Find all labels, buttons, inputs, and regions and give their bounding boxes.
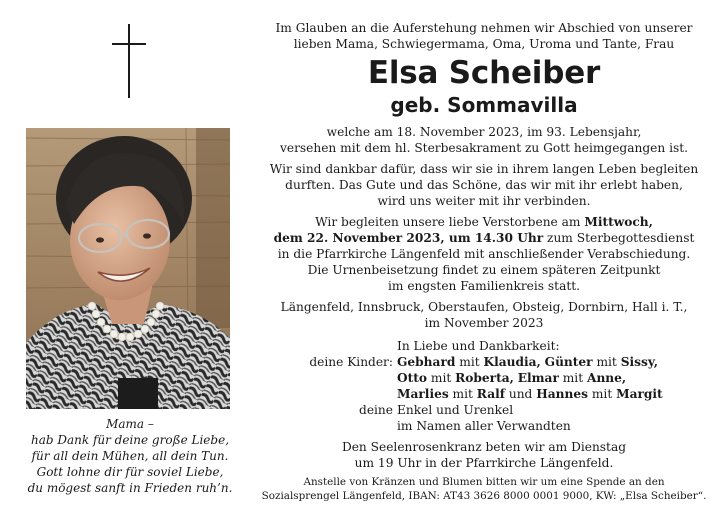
mourners-heading: In Liebe und Dankbarkeit: — [397, 339, 560, 353]
death-line: versehen mit dem hl. Sterbesakrament zu Gott heimgegangen ist. — [279, 141, 689, 155]
poem-line: Gott lohne dir für soviel Liebe, — [36, 465, 224, 479]
portrait-photo — [26, 128, 230, 409]
thanks-line: Wir sind dankbar dafür, dass wir sie in ihrem langen Leben begleiten — [269, 162, 699, 176]
poem-line: für all dein Mühen, all dein Tun. — [31, 449, 229, 463]
poem-line: Mama – — [106, 417, 154, 431]
funeral-line: im engsten Familienkreis statt. — [387, 279, 581, 293]
funeral-line: dem 22. November 2023, um 14.30 Uhr zum Sterbegottesdienst — [273, 231, 695, 245]
donation-line: Sozialsprengel Längenfeld, IBAN: AT43 3626 8000 0001 9000, KW: „Elsa Scheiber“. — [261, 490, 707, 502]
donation-line: Anstelle von Kränzen und Blumen bitten wir um eine Spende an den — [303, 476, 665, 488]
funeral-line: in die Pfarrkirche Längenfeld mit anschließender Verabschiedung. — [277, 247, 691, 261]
children-line: Gebhard mit Klaudia, Günter mit Sissy, — [397, 355, 659, 369]
date-line: im November 2023 — [424, 316, 544, 330]
mourners-list — [258, 338, 710, 434]
memorial-poem — [16, 416, 244, 496]
relatives-line: im Namen aller Verwandten — [397, 419, 571, 433]
rosary-line: um 19 Uhr in der Pfarrkirche Längenfeld. — [354, 456, 614, 470]
poem-line: du mögest sanft in Frieden ruh’n. — [27, 481, 233, 495]
children-label: deine Kinder: — [309, 355, 393, 369]
children-line: Otto mit Roberta, Elmar mit Anne, — [397, 371, 627, 385]
funeral-line: Die Urnenbeisetzung findet zu einem späteren Zeitpunkt — [307, 263, 661, 277]
birth-name: geb. Sommavilla — [390, 93, 578, 117]
obituary-text — [258, 20, 710, 503]
rosary-line: Den Seelenrosenkranz beten wir am Dienstag — [341, 440, 627, 454]
cross-icon — [112, 24, 146, 98]
intro-line: lieben Mama, Schwiegermama, Oma, Uroma und Tante, Frau — [293, 37, 675, 51]
children-line: Marlies mit Ralf und Hannes mit Margit — [397, 387, 663, 401]
deceased-name: Elsa Scheiber — [367, 55, 601, 91]
place-line: Längenfeld, Innsbruck, Oberstaufen, Obsteig, Dornbirn, Hall i. T., — [280, 300, 688, 314]
thanks-line: durften. Das Gute und das Schöne, das wir mit ihr erlebt haben, — [285, 178, 683, 192]
intro-line: Im Glauben an die Auferstehung nehmen wir Abschied von unserer — [275, 21, 693, 35]
poem-line: hab Dank für deine große Liebe, — [30, 433, 230, 447]
death-line: welche am 18. November 2023, im 93. Lebensjahr, — [326, 125, 642, 139]
thanks-line: wird uns weiter mit ihr verbinden. — [377, 194, 591, 208]
funeral-line: Wir begleiten unsere liebe Verstorbene am Mittwoch, — [315, 215, 653, 229]
grandchildren-label: deine — [359, 403, 393, 417]
grandchildren-line: Enkel und Urenkel — [397, 403, 514, 417]
